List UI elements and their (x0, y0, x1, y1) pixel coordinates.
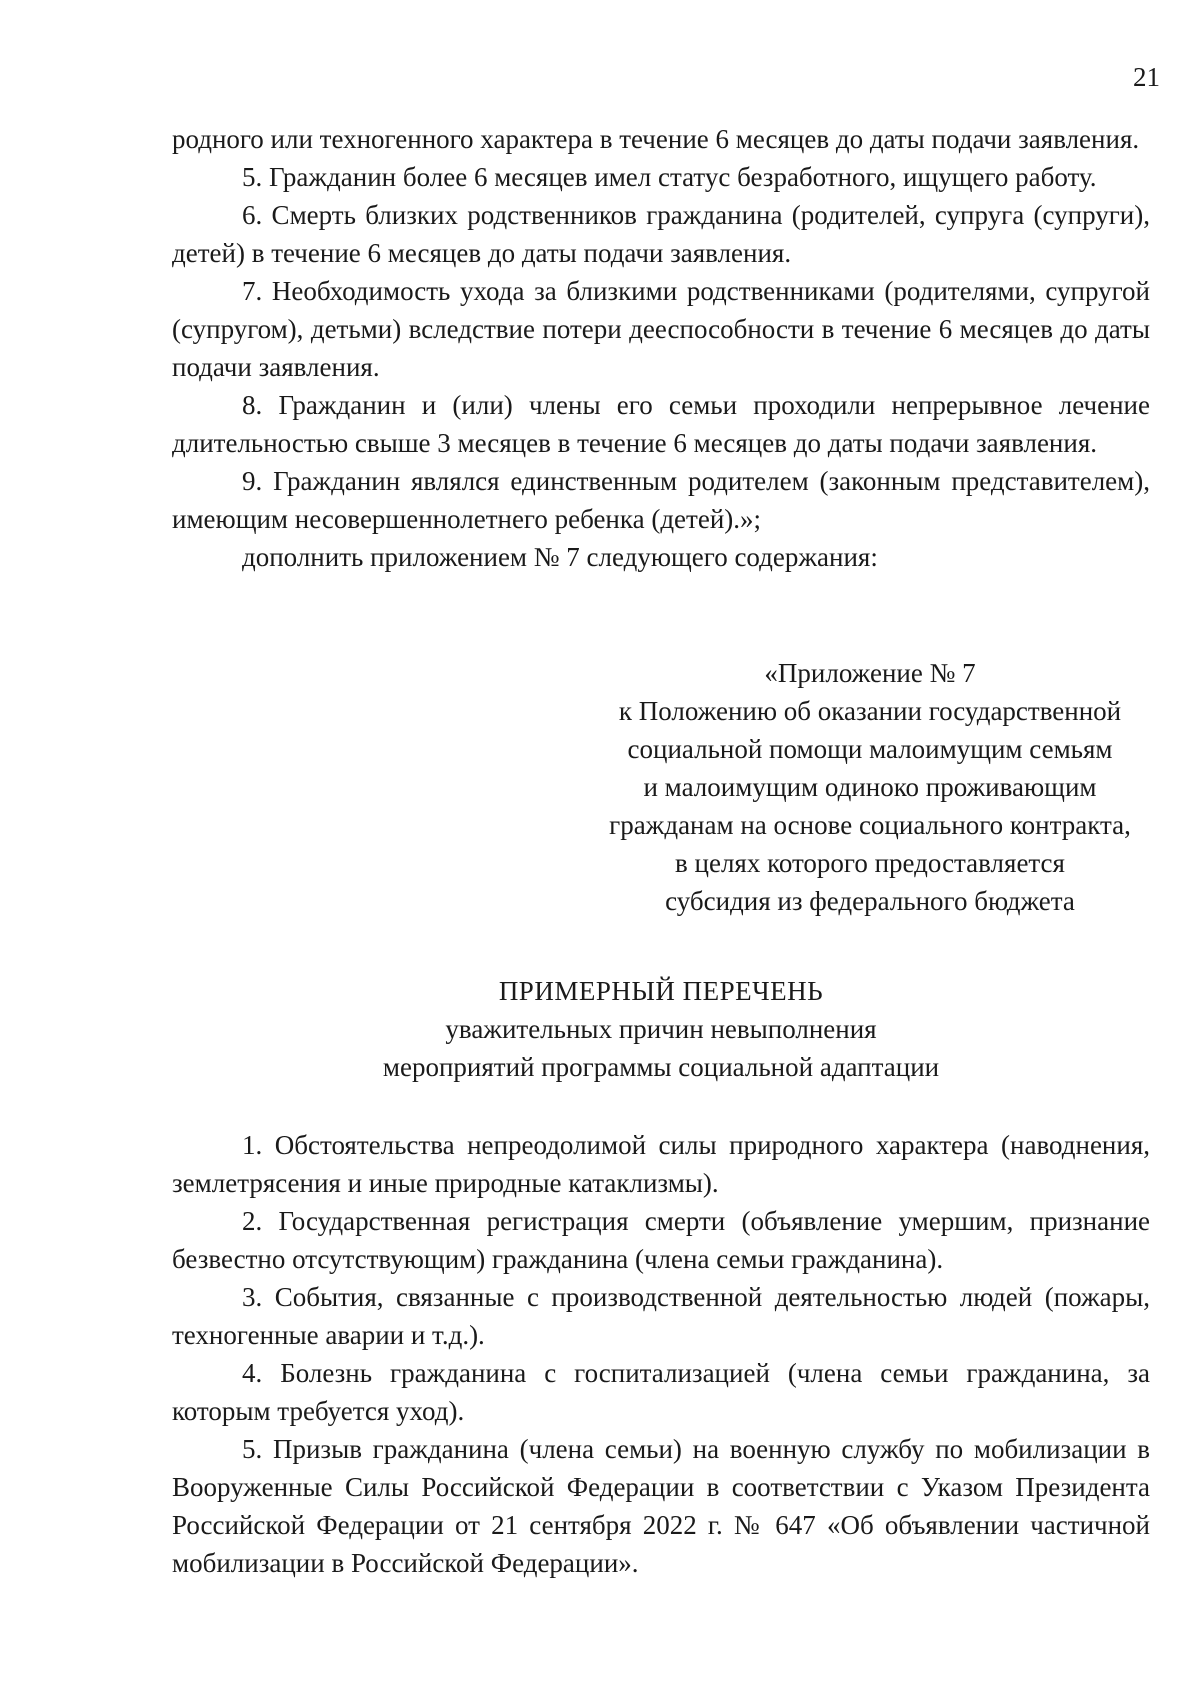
paragraph-item-9: 9. Гражданин являлся единственным родителем (законным представителем), имеющим несовершеннолетнего ребенка (детей).»; (172, 466, 1150, 534)
appendix-line: «Приложение № 7 (764, 658, 976, 688)
section-heading (172, 972, 1150, 1086)
list-item: 1. Обстоятельства непреодолимой силы природного характера (наводнения, землетрясения и иные природные катаклизмы). (172, 1130, 1150, 1198)
reasons-list (172, 1126, 1150, 1582)
list-item: 4. Болезнь гражданина с госпитализацией (члена семьи гражданина, за которым требуется уход). (172, 1358, 1150, 1426)
paragraph-item-7: 7. Необходимость ухода за близкими родственниками (родителями, супругой (супругом), детьми) вследствие потери дееспособности в течение 6 месяцев до даты подачи заявления. (172, 276, 1150, 382)
paragraph-item-8: 8. Гражданин и (или) члены его семьи проходили непрерывное лечение длительностью свыше 3 месяцев в течение 6 месяцев до даты подачи заявления. (172, 390, 1150, 458)
list-item: 2. Государственная регистрация смерти (объявление умершим, признание безвестно отсутствующим) гражданина (члена семьи гражданина). (172, 1206, 1150, 1274)
page-number: 21 (1133, 62, 1160, 92)
heading-title: ПРИМЕРНЫЙ ПЕРЕЧЕНЬ (498, 976, 824, 1006)
appendix-line: субсидия из федерального бюджета (665, 886, 1075, 916)
list-item: 5. Призыв гражданина (члена семьи) на военную службу по мобилизации в Вооруженные Силы Российской Федерации в соответствии с Указом Президента Российской Федерации от 21 сентября 2022 г. № 647 «Об объявлении частичной мобилизации в Российской Федерации». (172, 1434, 1150, 1578)
appendix-line: к Положению об оказании государственной (618, 696, 1122, 726)
appendix-header (580, 654, 1160, 920)
appendix-line: социальной помощи малоимущим семьям (627, 734, 1113, 764)
appendix-line: гражданам на основе социального контракта, (609, 810, 1131, 840)
paragraph-amendment-note: дополнить приложением № 7 следующего содержания: (242, 542, 878, 572)
list-item: 3. События, связанные с производственной деятельностью людей (пожары, техногенные аварии и т.д.). (172, 1282, 1150, 1350)
intro-section (172, 120, 1150, 576)
heading-subtitle: мероприятий программы социальной адаптации (382, 1052, 940, 1082)
appendix-line: и малоимущим одиноко проживающим (643, 772, 1097, 802)
paragraph-continuation: родного или техногенного характера в течение 6 месяцев до даты подачи заявления. (172, 124, 1140, 154)
heading-subtitle: уважительных причин невыполнения (445, 1014, 877, 1044)
paragraph-item-6: 6. Смерть близких родственников гражданина (родителей, супруга (супруги), детей) в течение 6 месяцев до даты подачи заявления. (172, 200, 1150, 268)
paragraph-item-5: 5. Гражданин более 6 месяцев имел статус безработного, ищущего работу. (242, 162, 1097, 192)
appendix-line: в целях которого предоставляется (675, 848, 1065, 878)
